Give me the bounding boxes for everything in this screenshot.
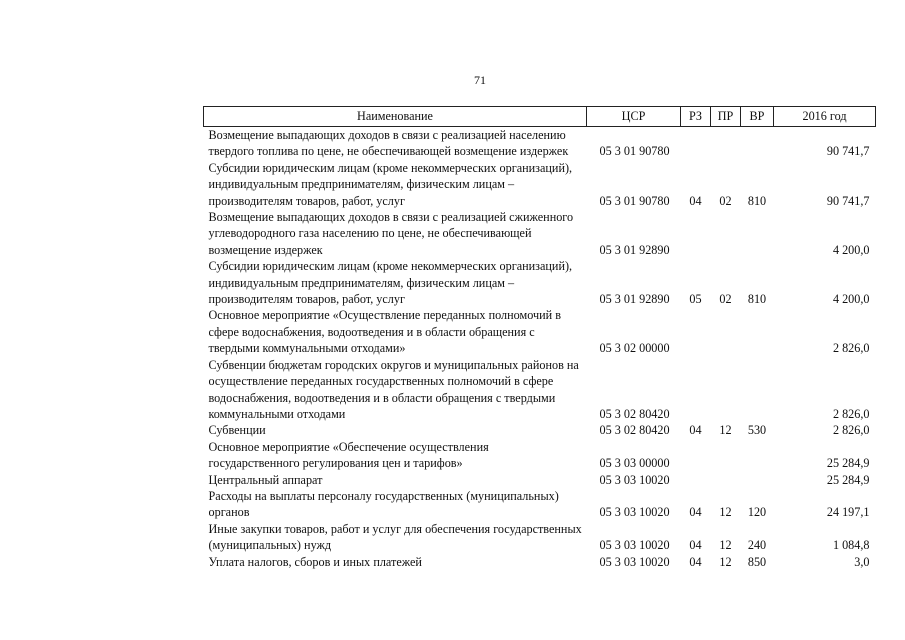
row-name: Центральный аппарат: [208, 472, 323, 487]
column-header-name: Наименование: [204, 107, 587, 127]
row-name: Основное мероприятие «Обеспечение осуществления государственного регулирования цен и тарифов»: [208, 439, 489, 471]
row-amount: 4 200,0: [832, 242, 870, 257]
row-name: Иные закупки товаров, работ и услуг для обеспечения государственных (муниципальных) нужд: [208, 521, 582, 553]
row-pr: 12: [719, 505, 732, 520]
row-name: Уплата налогов, сборов и иных платежей: [208, 554, 422, 569]
table-row: [204, 127, 876, 160]
row-amount: 25 284,9: [826, 456, 870, 471]
row-rz: 04: [689, 538, 702, 553]
budget-table: [203, 106, 876, 570]
row-rz: [681, 357, 711, 423]
row-name: Субсидии юридическим лицам (кроме некоммерческих организаций), индивидуальным предпринимателям, физическим лицам – производителям товаров, работ, услуг: [208, 259, 573, 307]
row-rz: [681, 307, 711, 356]
page-number: 71: [474, 73, 486, 87]
row-csr: 05 3 03 10020: [599, 554, 670, 569]
row-csr: 05 3 01 92890: [599, 292, 670, 307]
table-row: [204, 422, 876, 438]
row-vr: 810: [747, 292, 767, 307]
row-pr: [711, 307, 741, 356]
table-row: [204, 554, 876, 570]
table-row: [204, 258, 876, 307]
row-vr: 810: [747, 193, 767, 208]
row-csr: 05 3 02 80420: [599, 423, 670, 438]
row-csr: 05 3 01 92890: [599, 242, 670, 257]
column-header-csr: ЦСР: [587, 107, 681, 127]
table-row: [204, 307, 876, 356]
row-amount: 2 826,0: [832, 341, 870, 356]
row-pr: 12: [719, 538, 732, 553]
row-csr: 05 3 03 10020: [599, 538, 670, 553]
row-rz: [681, 209, 711, 258]
row-amount: 3,0: [854, 554, 870, 569]
row-rz: 05: [689, 292, 702, 307]
row-vr: [741, 127, 774, 160]
row-amount: 90 741,7: [826, 144, 870, 159]
row-pr: [711, 357, 741, 423]
column-header-pr: ПР: [711, 107, 741, 127]
row-name: Субсидии юридическим лицам (кроме некоммерческих организаций), индивидуальным предпринимателям, физическим лицам – производителям товаров, работ, услуг: [208, 160, 573, 208]
row-name: Субвенции: [208, 423, 266, 438]
table-row: [204, 160, 876, 209]
column-header-vr: ВР: [741, 107, 774, 127]
row-amount: 24 197,1: [826, 505, 870, 520]
table-row: [204, 521, 876, 554]
row-amount: 4 200,0: [832, 292, 870, 307]
row-csr: 05 3 03 00000: [599, 456, 670, 471]
row-pr: [711, 439, 741, 472]
row-amount: 25 284,9: [826, 472, 870, 487]
row-name: Возмещение выпадающих доходов в связи с реализацией населению твердого топлива по цене, не обеспечивающей возмещение издержек: [208, 128, 569, 159]
row-vr: 240: [747, 538, 767, 553]
row-rz: 04: [689, 423, 702, 438]
table-row: [204, 439, 876, 472]
row-rz: [681, 127, 711, 160]
row-pr: [711, 472, 741, 488]
table-row: [204, 209, 876, 258]
row-csr: 05 3 03 10020: [599, 472, 670, 487]
row-vr: [741, 472, 774, 488]
row-vr: 850: [747, 554, 767, 569]
row-amount: 1 084,8: [832, 538, 870, 553]
table-row: [204, 488, 876, 521]
row-rz: 04: [689, 505, 702, 520]
table-header-row: [204, 107, 876, 127]
row-name: Основное мероприятие «Осуществление переданных полномочий в сфере водоснабжения, водоотведения и в области обращения с твердыми коммунальными отходами»: [208, 308, 561, 356]
row-pr: 12: [719, 423, 732, 438]
row-name: Возмещение выпадающих доходов в связи с реализацией сжиженного углеводородного газа населению по цене, не обеспечивающей возмещение издержек: [208, 210, 574, 257]
row-pr: 02: [719, 193, 732, 208]
row-rz: [681, 472, 711, 488]
row-amount: 2 826,0: [832, 423, 870, 438]
row-vr: 120: [747, 505, 767, 520]
row-vr: [741, 357, 774, 423]
row-amount: 2 826,0: [832, 406, 870, 421]
row-rz: [681, 439, 711, 472]
row-pr: 12: [719, 554, 732, 569]
row-pr: [711, 209, 741, 258]
row-pr: [711, 127, 741, 160]
row-pr: 02: [719, 292, 732, 307]
row-name: Расходы на выплаты персоналу государственных (муниципальных) органов: [208, 488, 559, 520]
row-vr: [741, 439, 774, 472]
row-rz: 04: [689, 554, 702, 569]
table-row: [204, 357, 876, 423]
row-rz: 04: [689, 193, 702, 208]
row-csr: 05 3 02 00000: [599, 341, 670, 356]
column-header-rz: РЗ: [681, 107, 711, 127]
row-csr: 05 3 02 80420: [599, 406, 670, 421]
row-csr: 05 3 01 90780: [599, 193, 670, 208]
row-csr: 05 3 01 90780: [599, 144, 670, 159]
row-vr: [741, 307, 774, 356]
row-vr: [741, 209, 774, 258]
row-vr: 530: [747, 423, 767, 438]
row-amount: 90 741,7: [826, 193, 870, 208]
row-csr: 05 3 03 10020: [599, 505, 670, 520]
row-name: Субвенции бюджетам городских округов и муниципальных районов на осуществление переданных государственных полномочий в сфере водоснабжения, водоотведения и в области обращения с твердыми коммунальными отходами: [208, 357, 579, 421]
table-row: [204, 472, 876, 488]
column-header-year: 2016 год: [774, 107, 876, 127]
